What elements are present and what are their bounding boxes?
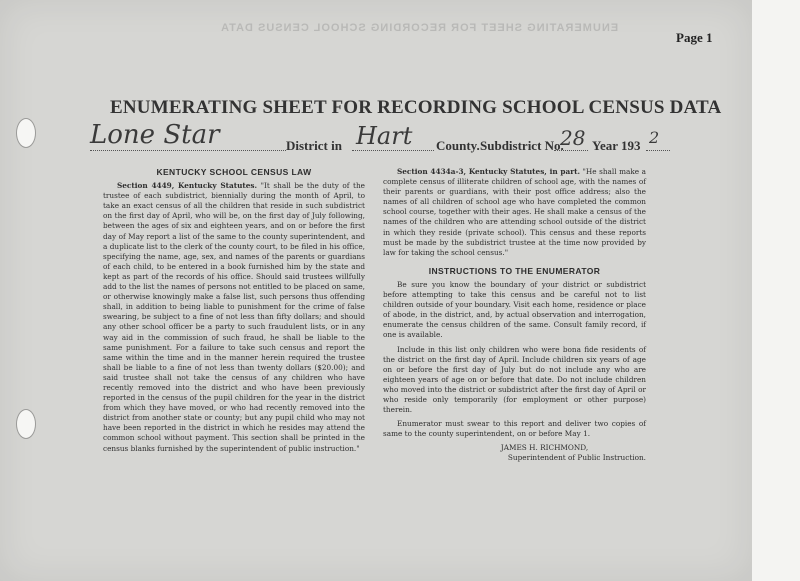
statute-body: "He shall make a complete census of illiterate children of school age, with the names of their parents or guardians, with their post office address; also the names of all children of school age who have completed the common school course, together with their ages. He shall make a census of the names of the children who are attending school outside of the district in which they reside (private school). This census and these reports must be made by the subdistrict trustee at the time now provided by law for taking the school census." bbox=[383, 167, 646, 257]
district-line bbox=[90, 150, 286, 151]
year-label: Year 193 bbox=[592, 138, 641, 153]
instruction-paragraph: Enumerator must swear to this report and deliver two copies of same to the county superintendent, on or before May 1. bbox=[383, 419, 646, 439]
bleed-through-text: ENUMERATING SHEET FOR RECORDING SCHOOL CENSUS DATA bbox=[220, 22, 619, 34]
punch-hole-top bbox=[16, 118, 36, 148]
year-value: 2 bbox=[649, 128, 660, 147]
year-line bbox=[646, 150, 670, 151]
page-label: Page 1 bbox=[676, 30, 713, 45]
sheet-title: ENUMERATING SHEET FOR RECORDING SCHOOL CENSUS DATA bbox=[110, 97, 722, 118]
statute-paragraph bbox=[383, 167, 646, 258]
instructions-heading: INSTRUCTIONS TO THE ENUMERATOR bbox=[428, 265, 601, 276]
law-section-title: Section 4449, Kentucky Statutes. bbox=[117, 181, 258, 191]
signature-title: Superintendent of Public Instruction. bbox=[507, 453, 646, 463]
instructions-column bbox=[383, 167, 646, 464]
law-column bbox=[103, 167, 365, 458]
county-label: County. bbox=[436, 138, 480, 153]
subdistrict-line bbox=[554, 150, 588, 151]
law-paragraph bbox=[103, 181, 365, 454]
county-line bbox=[352, 150, 434, 151]
signature-name: JAMES H. RICHMOND, bbox=[500, 443, 589, 453]
page-edge bbox=[752, 0, 800, 581]
punch-hole-bottom bbox=[16, 409, 36, 439]
statute-section-title: Section 4434a-3, Kentucky Statutes, in part. bbox=[397, 167, 581, 176]
district-label: District in bbox=[286, 138, 342, 153]
header-fill-row bbox=[90, 120, 680, 156]
county-value: Hart bbox=[356, 122, 413, 150]
subdistrict-value: 28 bbox=[560, 126, 586, 150]
subdistrict-label: Subdistrict No. bbox=[480, 138, 564, 153]
instruction-paragraph: Be sure you know the boundary of your district or subdistrict before attempting to take this census and be careful not to list children outside of your boundary. Visit each home, residence or place of abode, in the district, and, by actual observation and interrogation, enumerate the census children of the same. Consult family record, if one is available. bbox=[383, 279, 646, 340]
law-body: "It shall be the duty of the trustee of each subdistrict, biennially during the month of April, to take an exact census of all the children that reside in such subdistrict on the first day of April, who will be, on the first day of July following, between the ages of six and eighteen years, and on or before the first day of May report a list of the same to the county superintendent, and a duplicate list to the clerk of the county court, to be filed in his office, specifying the name, age, sex, and names of the parents or guardians of each child, to be entered in a book furnished him by the state and kept as part of the records of his office. Should said trustees willfully add to the list the names of persons not entitled to be placed on same, or otherwise knowingly make a false list, such persons thus offending shall, in addition to being liable to punishment for the crime of false swearing, be subject to a fine of not less than fifty dollars; and should any other school officer be a party to such fraudulent lists, or in any way aid in the commission of such fraud, he shall be liable to the same punishment. For a failure to take such census and report the same within the time and in the manner herein required the trustee shall be liable to a fine of not less than twenty dollars ($20.00); and said trustee shall not take the census of any children who have recently removed into the district and who have been previously reported in the census of the pupil children for the year in the district from which they have moved, or who had recently removed into the district from another state or county; but any pupil child who may not have been reported in the district in which he resides may attend the common school without payment. This section shall be printed in the census blanks furnished by the superintendent of public instruction." bbox=[103, 181, 366, 453]
law-heading: KENTUCKY SCHOOL CENSUS LAW bbox=[156, 167, 312, 177]
district-value: Lone Star bbox=[90, 120, 220, 150]
instruction-paragraph: Include in this list only children who were bona fide residents of the district on the first day of April. Include children six years of age on or before the first day of July but do not include any who are eighteen years of age on or before that date. Do not include children who moved into the district or subdistrict after the first day of April or who reside only temporarily (for employment or other purpose) therein. bbox=[383, 344, 646, 415]
signature-block bbox=[383, 443, 646, 463]
